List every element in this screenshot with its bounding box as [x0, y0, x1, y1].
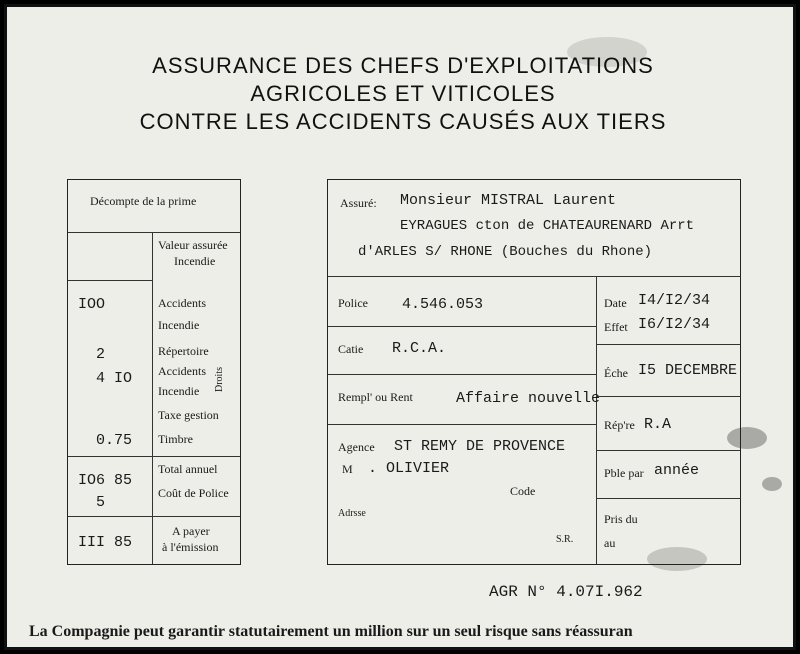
repe-label: Rép're — [604, 418, 635, 432]
header-line-2: AGRICOLES ET VITICOLES — [250, 81, 556, 106]
policy-document — [4, 4, 796, 650]
repertoire-label: Répertoire — [158, 344, 209, 358]
premium-box — [67, 179, 241, 565]
payer-amount: III 85 — [78, 534, 133, 551]
payer-label-2: à l'émission — [162, 540, 219, 554]
effet-label: Effet — [604, 320, 628, 334]
incendie2-label: Incendie — [158, 384, 200, 398]
accidents-amount: IOO — [78, 296, 106, 313]
assure-line-3: d'ARLES S/ RHONE (Bouches du Rhone) — [358, 244, 653, 260]
date-value: I4/I2/34 — [638, 292, 711, 309]
ech-label: Éche — [604, 366, 628, 380]
pble-value: année — [654, 462, 700, 479]
agence-label: Agence — [338, 440, 375, 454]
accidents2-amount: 4 IO — [96, 370, 133, 387]
ink-stain — [762, 477, 782, 491]
valeur-label-2: Incendie — [174, 254, 216, 268]
sr-label: S.R. — [556, 534, 574, 545]
timbre-amount: 0.75 — [96, 432, 133, 449]
effet-value: I6/I2/34 — [638, 316, 711, 333]
pris-label: Pris du — [604, 512, 638, 526]
assure-line-2: EYRAGUES cton de CHATEAURENARD Arrt — [400, 218, 695, 234]
catie-label: Catie — [338, 342, 364, 356]
accidents2-label: Accidents — [158, 364, 206, 378]
taxe-label: Taxe gestion — [158, 408, 219, 422]
cout-amount: 5 — [96, 494, 106, 511]
assure-name: Monsieur MISTRAL Laurent — [400, 192, 617, 209]
repe-value: R.A — [644, 416, 672, 433]
m-value: . OLIVIER — [368, 460, 450, 477]
valeur-label: Valeur assurée — [158, 238, 228, 252]
header-line-1: ASSURANCE DES CHEFS D'EXPLOITATIONS — [152, 53, 654, 78]
date-label: Date — [604, 296, 627, 310]
police-value: 4.546.053 — [402, 296, 484, 313]
repertoire-amount: 2 — [96, 346, 106, 363]
total-amount: IO6 85 — [78, 472, 133, 489]
premium-title: Décompte de la prime — [90, 194, 197, 208]
agence-value: ST REMY DE PROVENCE — [394, 438, 566, 455]
pble-label: Pble par — [604, 466, 644, 480]
rempl-label: Rempl' ou Rent — [338, 390, 413, 404]
header-line-3: CONTRE LES ACCIDENTS CAUSÉS AUX TIERS — [139, 109, 667, 134]
contract-box — [327, 179, 741, 565]
au-label: au — [604, 536, 616, 550]
police-label: Police — [338, 296, 368, 310]
footer-note: La Compagnie peut garantir statutairement un million sur un seul risque sans réassuran — [29, 623, 633, 640]
total-label: Total annuel — [158, 462, 218, 476]
timbre-label: Timbre — [158, 432, 193, 446]
catie-value: R.C.A. — [392, 340, 447, 357]
adr-label: Adrsse — [338, 508, 366, 519]
payer-label: A payer — [172, 524, 210, 538]
ech-value: I5 DECEMBRE — [638, 362, 738, 379]
incendie-label: Incendie — [158, 318, 200, 332]
rempl-value: Affaire nouvelle — [456, 390, 601, 407]
droits-label: Droits — [214, 367, 225, 392]
code-label: Code — [510, 484, 536, 498]
registration-number: AGR N° 4.07I.962 — [489, 583, 643, 601]
cout-label: Coût de Police — [158, 486, 229, 500]
accidents-label: Accidents — [158, 296, 206, 310]
assure-label: Assuré: — [340, 196, 377, 210]
m-label: M — [342, 462, 353, 476]
